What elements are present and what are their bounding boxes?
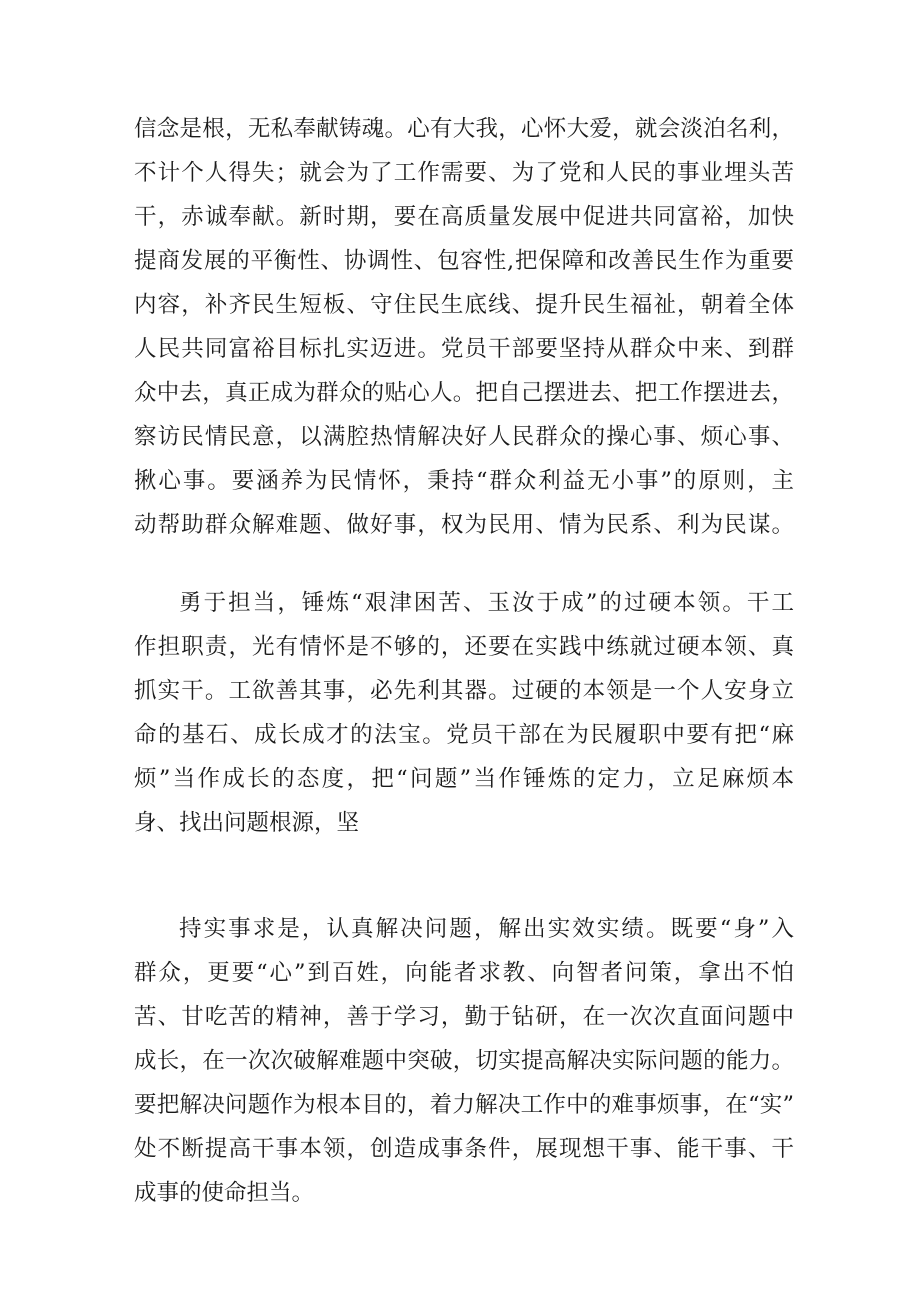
text-line: 揪心事。要涵养为民情怀，秉持“群众利益无小事”的原则，主	[134, 468, 794, 494]
paragraph-3	[134, 907, 794, 1215]
text-line: 内容，补齐民生短板、守住民生底线、提升民生福祉，朝着全体	[134, 292, 794, 318]
text-line: 持实事求是，认真解决问题，解出实效实绩。既要“身”入	[179, 916, 794, 942]
text-line: 烦”当作成长的态度，把“问题”当作锤炼的定力，立足麻烦本	[134, 766, 794, 792]
text-line: 信念是根，无私奉献铸魂。心有大我，心怀大爱，就会淡泊名利，	[134, 116, 794, 142]
text-line: 群众，更要“心”到百姓，向能者求教、向智者问策，拿出不怕	[134, 960, 794, 986]
text-line: 人民共同富裕目标扎实迈进。党员干部要坚持从群众中来、到群	[134, 336, 794, 362]
text-line: 苦、甘吃苦的精神，善于学习，勤于钻研，在一次次直面问题中	[134, 1004, 794, 1030]
text-line: 抓实干。工欲善其事，必先利其器。过硬的本领是一个人安身立	[134, 678, 794, 704]
text-line: 勇于担当，锤炼“艰津困苦、玉汝于成”的过硬本领。干工	[179, 590, 794, 616]
text-line: 成事的使命担当。	[134, 1180, 315, 1206]
text-line: 处不断提高干事本领，创造成事条件，展现想干事、能干事、干	[134, 1136, 794, 1162]
text-line: 众中去，真正成为群众的贴心人。把自己摆进去、把工作摆进去，	[134, 380, 794, 406]
text-line: 要把解决问题作为根本目的，着力解决工作中的难事烦事，在“实”	[134, 1092, 794, 1118]
text-line: 作担职责，光有情怀是不够的，还要在实践中练就过硬本领、真	[134, 634, 794, 660]
paragraph-1	[134, 107, 794, 547]
text-line: 命的基石、成长成才的法宝。党员干部在为民履职中要有把“麻	[134, 722, 794, 748]
paragraph-gap	[134, 547, 794, 581]
document-page	[134, 107, 794, 1215]
text-line: 不计个人得失；就会为了工作需要、为了党和人民的事业埋头苦	[134, 160, 794, 186]
text-line: 提商发展的平衡性、协调性、包容性,把保障和改善民生作为重要	[134, 248, 794, 274]
text-line: 动帮助群众解难题、做好事，权为民用、情为民系、利为民谋。	[134, 512, 794, 538]
text-line: 干，赤诚奉献。新时期，要在高质量发展中促进共同富裕，加快	[134, 204, 794, 230]
paragraph-2	[134, 581, 794, 845]
paragraph-gap	[134, 845, 794, 907]
text-line: 身、找出问题根源，坚	[134, 810, 360, 836]
text-line: 成长，在一次次破解难题中突破，切实提高解决实际问题的能力。	[134, 1048, 794, 1074]
text-line: 察访民情民意，以满腔热情解决好人民群众的操心事、烦心事、	[134, 424, 794, 450]
